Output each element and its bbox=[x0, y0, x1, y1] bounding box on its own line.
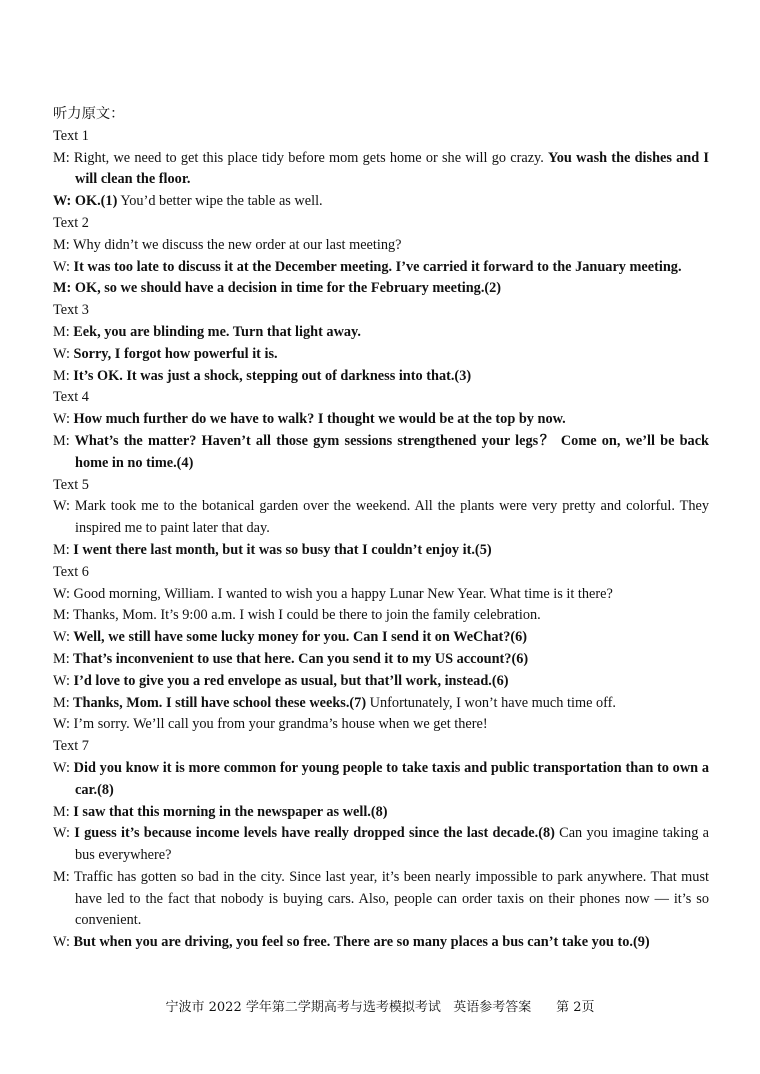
dialogue-turn bbox=[53, 540, 709, 562]
answer-text: Thanks, Mom. I still have school these weeks.(7) bbox=[69, 694, 367, 711]
speaker-label: W: bbox=[53, 411, 70, 428]
dialogue-turn bbox=[53, 802, 709, 824]
speaker-label: M: bbox=[53, 607, 70, 624]
dialogue-turn bbox=[53, 366, 709, 388]
speaker-label: M: bbox=[53, 236, 70, 253]
text-section-title: Text 6 bbox=[53, 563, 89, 580]
dialogue-turn bbox=[53, 148, 709, 192]
dialogue-turn bbox=[53, 693, 709, 715]
answer-text: It was too late to discuss it at the December meeting. I’ve carried it forward to the January meeting. bbox=[69, 258, 682, 275]
speaker-label: W: bbox=[53, 345, 70, 362]
dialogue-text: You’d better wipe the table as well. bbox=[117, 193, 323, 210]
speaker-label: W: bbox=[53, 585, 70, 602]
answer-text: I guess it’s because income levels have really dropped since the last decade.(8) bbox=[69, 825, 555, 842]
dialogue-text: Thanks, Mom. It’s 9:00 a.m. I wish I could be there to join the family celebration. bbox=[69, 607, 541, 624]
speaker-label: M: bbox=[53, 803, 70, 820]
speaker-label: M: bbox=[53, 868, 70, 885]
text-section-title: Text 7 bbox=[53, 738, 89, 755]
answer-text: OK, so we should have a decision in time for the February meeting.(2) bbox=[71, 280, 502, 297]
dialogue-text: Traffic has gotten so bad in the city. Since last year, it’s been nearly impossible to park anywhere. That must have led to the fact that nobody is buying cars. Also, people can order taxis on their phones now — it’s so convenient. bbox=[69, 868, 709, 929]
transcript-header: 听力原文： bbox=[53, 106, 125, 122]
speaker-label: M: bbox=[53, 650, 70, 667]
dialogue-turn bbox=[53, 714, 709, 736]
speaker-label: W: bbox=[53, 193, 72, 210]
answer-text: It’s OK. It was just a shock, stepping out of darkness into that.(3) bbox=[69, 367, 472, 384]
speaker-label: W: bbox=[53, 934, 70, 951]
answer-text: I saw that this morning in the newspaper as well.(8) bbox=[69, 803, 388, 820]
speaker-label: M: bbox=[53, 541, 70, 558]
dialogue-turn bbox=[53, 409, 709, 431]
transcript-sections bbox=[53, 126, 709, 954]
speaker-label: M: bbox=[53, 432, 70, 449]
text-section-title: Text 5 bbox=[53, 476, 89, 493]
dialogue-turn bbox=[53, 191, 709, 213]
answer-text: Did you know it is more common for young people to take taxis and public transportation than to own a car.(8) bbox=[69, 759, 709, 798]
dialogue-text: Unfortunately, I won’t have much time off. bbox=[366, 694, 616, 711]
text-section-title: Text 2 bbox=[53, 214, 89, 231]
dialogue-turn bbox=[53, 758, 709, 802]
dialogue-text: Can you imagine taking a bus everywhere? bbox=[75, 825, 709, 864]
answer-text: Well, we still have some lucky money for you. Can I send it on WeChat?(6) bbox=[69, 629, 528, 646]
speaker-label: M: bbox=[53, 149, 70, 166]
answer-text: I’d love to give you a red envelope as usual, but that’ll work, instead.(6) bbox=[69, 672, 509, 689]
answer-text: But when you are driving, you feel so free. There are so many places a bus can’t take you to.(9) bbox=[69, 934, 650, 951]
answer-text: What’s the matter? Haven’t all those gym sessions strengthened your legs？ Come on, we’ll be back home in no time.(4) bbox=[69, 432, 709, 471]
speaker-label: W: bbox=[53, 825, 70, 842]
text-section-title: Text 1 bbox=[53, 127, 89, 144]
dialogue-turn bbox=[53, 322, 709, 344]
footer-page-number: 第 2页 bbox=[556, 1000, 595, 1015]
answer-text: OK.(1) bbox=[71, 193, 118, 210]
text-section bbox=[53, 475, 709, 562]
dialogue-turn bbox=[53, 649, 709, 671]
text-section bbox=[53, 387, 709, 474]
dialogue-turn bbox=[53, 344, 709, 366]
dialogue-text: Mark took me to the botanical garden over the weekend. All the plants were very pretty and colorful. They inspired me to paint later that day. bbox=[69, 498, 709, 537]
speaker-label: W: bbox=[53, 672, 70, 689]
answer-text: Eek, you are blinding me. Turn that light away. bbox=[69, 323, 361, 340]
dialogue-turn bbox=[53, 605, 709, 627]
footer-exam-title: 宁波市 2022 学年第二学期高考与选考模拟考试 bbox=[165, 1000, 441, 1015]
text-section-title: Text 3 bbox=[53, 302, 89, 319]
speaker-label: M: bbox=[53, 367, 70, 384]
speaker-label: W: bbox=[53, 258, 70, 275]
dialogue-turn bbox=[53, 235, 709, 257]
text-section bbox=[53, 736, 709, 954]
dialogue-turn bbox=[53, 257, 709, 279]
text-section bbox=[53, 213, 709, 300]
speaker-label: W: bbox=[53, 498, 70, 515]
dialogue-turn bbox=[53, 867, 709, 932]
dialogue-text: Good morning, William. I wanted to wish you a happy Lunar New Year. What time is it there? bbox=[69, 585, 613, 602]
transcript-document bbox=[53, 104, 709, 954]
answer-text: You wash the dishes and I will clean the floor. bbox=[75, 149, 709, 188]
dialogue-turn bbox=[53, 932, 709, 954]
dialogue-text: Why didn’t we discuss the new order at our last meeting? bbox=[69, 236, 402, 253]
speaker-label: W: bbox=[53, 629, 70, 646]
dialogue-turn bbox=[53, 278, 709, 300]
text-section bbox=[53, 126, 709, 213]
dialogue-turn bbox=[53, 496, 709, 540]
speaker-label: M: bbox=[53, 694, 70, 711]
answer-text: That’s inconvenient to use that here. Can you send it to my US account?(6) bbox=[69, 650, 529, 667]
dialogue-turn bbox=[53, 584, 709, 606]
dialogue-turn bbox=[53, 671, 709, 693]
dialogue-turn bbox=[53, 627, 709, 649]
dialogue-text: Right, we need to get this place tidy before mom gets home or she will go crazy. bbox=[69, 149, 549, 166]
speaker-label: M: bbox=[53, 280, 72, 297]
text-section bbox=[53, 562, 709, 736]
dialogue-text: I’m sorry. We’ll call you from your grandma’s house when we get there! bbox=[69, 716, 488, 733]
speaker-label: W: bbox=[53, 716, 70, 733]
speaker-label: W: bbox=[53, 759, 70, 776]
answer-text: I went there last month, but it was so busy that I couldn’t enjoy it.(5) bbox=[69, 541, 492, 558]
dialogue-turn bbox=[53, 431, 709, 475]
footer-subject: 英语参考答案 bbox=[453, 1000, 532, 1015]
text-section bbox=[53, 300, 709, 387]
answer-text: How much further do we have to walk? I thought we would be at the top by now. bbox=[69, 411, 566, 428]
dialogue-turn bbox=[53, 823, 709, 867]
speaker-label: M: bbox=[53, 323, 70, 340]
answer-text: Sorry, I forgot how powerful it is. bbox=[69, 345, 278, 362]
text-section-title: Text 4 bbox=[53, 389, 89, 406]
page-footer bbox=[0, 999, 760, 1017]
